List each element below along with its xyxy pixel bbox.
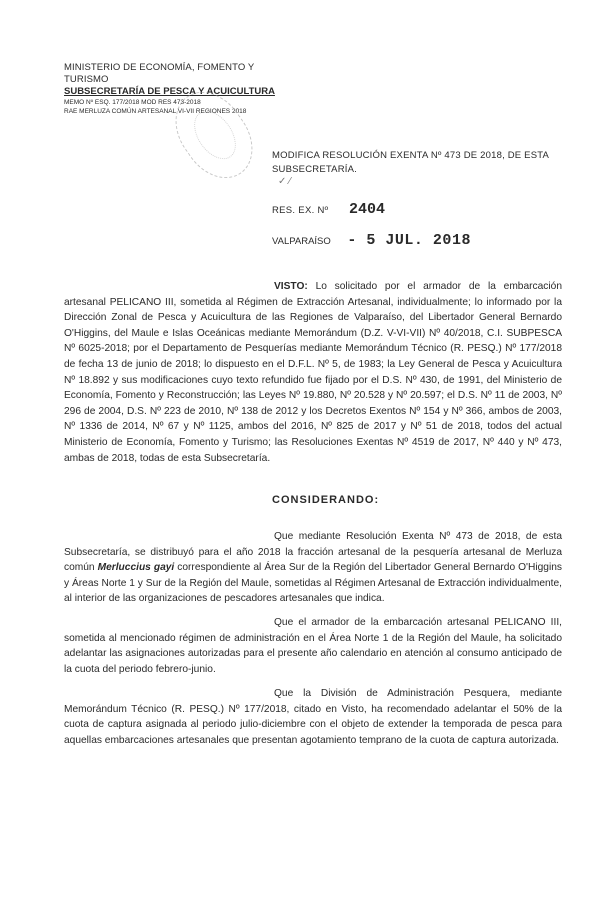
considerando-paragraph-2 <box>64 615 562 677</box>
c3-text: Que la División de Administración Pesquera, mediante Memorándum Técnico (R. PESQ.) Nº 177/2018, citado en Visto, ha recomendado adelantar el 50% de la cuota de captura asignada al periodo julio-diciembre con el objeto de extender la temporada de pesca para aquellas embarcaciones artesanales que presentan agotamiento temprano de la cuota de captura autorizada. <box>64 688 562 746</box>
resolution-label: RES. EX. Nº <box>272 205 329 216</box>
visto-label: VISTO: <box>274 281 308 292</box>
date-stamp: - 5 JUL. 2018 <box>347 232 471 249</box>
document-reference: MODIFICA RESOLUCIÓN EXENTA Nº 473 DE 2018, DE ESTA SUBSECRETARÍA. <box>272 150 549 175</box>
subject-reference: RAE MERLUZA COMÚN ARTESANAL VI-VII REGIONES 2018 <box>64 108 247 115</box>
ministry-name: MINISTERIO DE ECONOMÍA, FOMENTO Y TURISMO <box>64 62 255 85</box>
visto-text: Lo solicitado por el armador de la embarcación artesanal PELICANO III, sometida al Régimen de Extracción Artesanal, individualmente; lo informado por la Dirección Zonal de Pesca y Acuicultura de las Regiones de Valparaíso, del Libertador General Bernardo O'Higgins, del Maule e Islas Oceánicas mediante Memorándum (D.Z. V-VI-VII) Nº 40/2018, C.I. SUBPESCA Nº 6025-2018; por el Departamento de Pesquerías mediante Memorándum Técnico (R. PESQ.) Nº 177/2018 de fecha 13 de junio de 2018; lo dispuesto en el D.F.L. Nº 5, de 1983; la Ley General de Pesca y Acuicultura Nº 18.892 y sus modificaciones cuyo texto refundido fue fijado por el D.S. Nº 430, de 1991, del Ministerio de Economía, Fomento y Reconstrucción; las Leyes Nº 19.880, Nº 20.528 y Nº 20.597; el D.S. Nº 11 de 2003, Nº 296 de 2004, D.S. Nº 223 de 2010, Nº 138 de 2012 y los Decretos Exentos Nº 154 y Nº 366, ambos de 2003, Nº 1336 de 2014, Nº 67 y Nº 1125, ambos del 2016, Nº 825 de 2017 y Nº 51 de 2018, todos del actual Ministerio de Economía, Fomento y Turismo; las Resoluciones Exentas Nº 4519 de 2017, Nº 440 y Nº 473, ambas de 2018, todas de esta Subsecretaría. <box>64 281 562 464</box>
resolution-number <box>272 201 385 218</box>
considerando-title: CONSIDERANDO: <box>272 494 380 506</box>
c2-text: Que el armador de la embarcación artesanal PELICANO III, sometida al mencionado régimen de administración en el Área Norte 1 de la Región del Maule, ha solicitado adelantar las asignaciones autorizadas para el presente año calendario en atención al consumo anticipado de la cuota del periodo febrero-junio. <box>64 617 562 675</box>
c1-text-start: Que mediante Resolución Exenta Nº 473 de 2018, de esta Subsecretaría, se distribuyó para el año 2018 la fracción artesanal de la pesquería artesanal de Merluza común <box>64 531 562 574</box>
resolution-value: 2404 <box>349 201 386 218</box>
handwritten-mark: ✓ ⁄ <box>278 176 291 187</box>
considerando-paragraph-1 <box>64 529 562 607</box>
memo-reference: MEMO Nº ESQ. 177/2018 MOD RES 473-2018 <box>64 99 201 106</box>
species-name: Merluccius gayi <box>97 562 175 574</box>
place-date <box>272 232 471 249</box>
subsecretaria-name: SUBSECRETARÍA DE PESCA Y ACUICULTURA <box>64 86 275 97</box>
place-label: VALPARAÍSO <box>272 236 331 247</box>
visto-section <box>64 279 562 466</box>
considerando-paragraph-3 <box>64 686 562 748</box>
c1-text-end: correspondiente al Área Sur de la Región del Libertador General Bernardo O'Higgins y Áreas Norte 1 y Sur de la Región del Maule, sometidas al Régimen Artesanal de Extracción individualmente, al interior de las organizaciones de pescadores artesanales que indica. <box>64 562 562 605</box>
